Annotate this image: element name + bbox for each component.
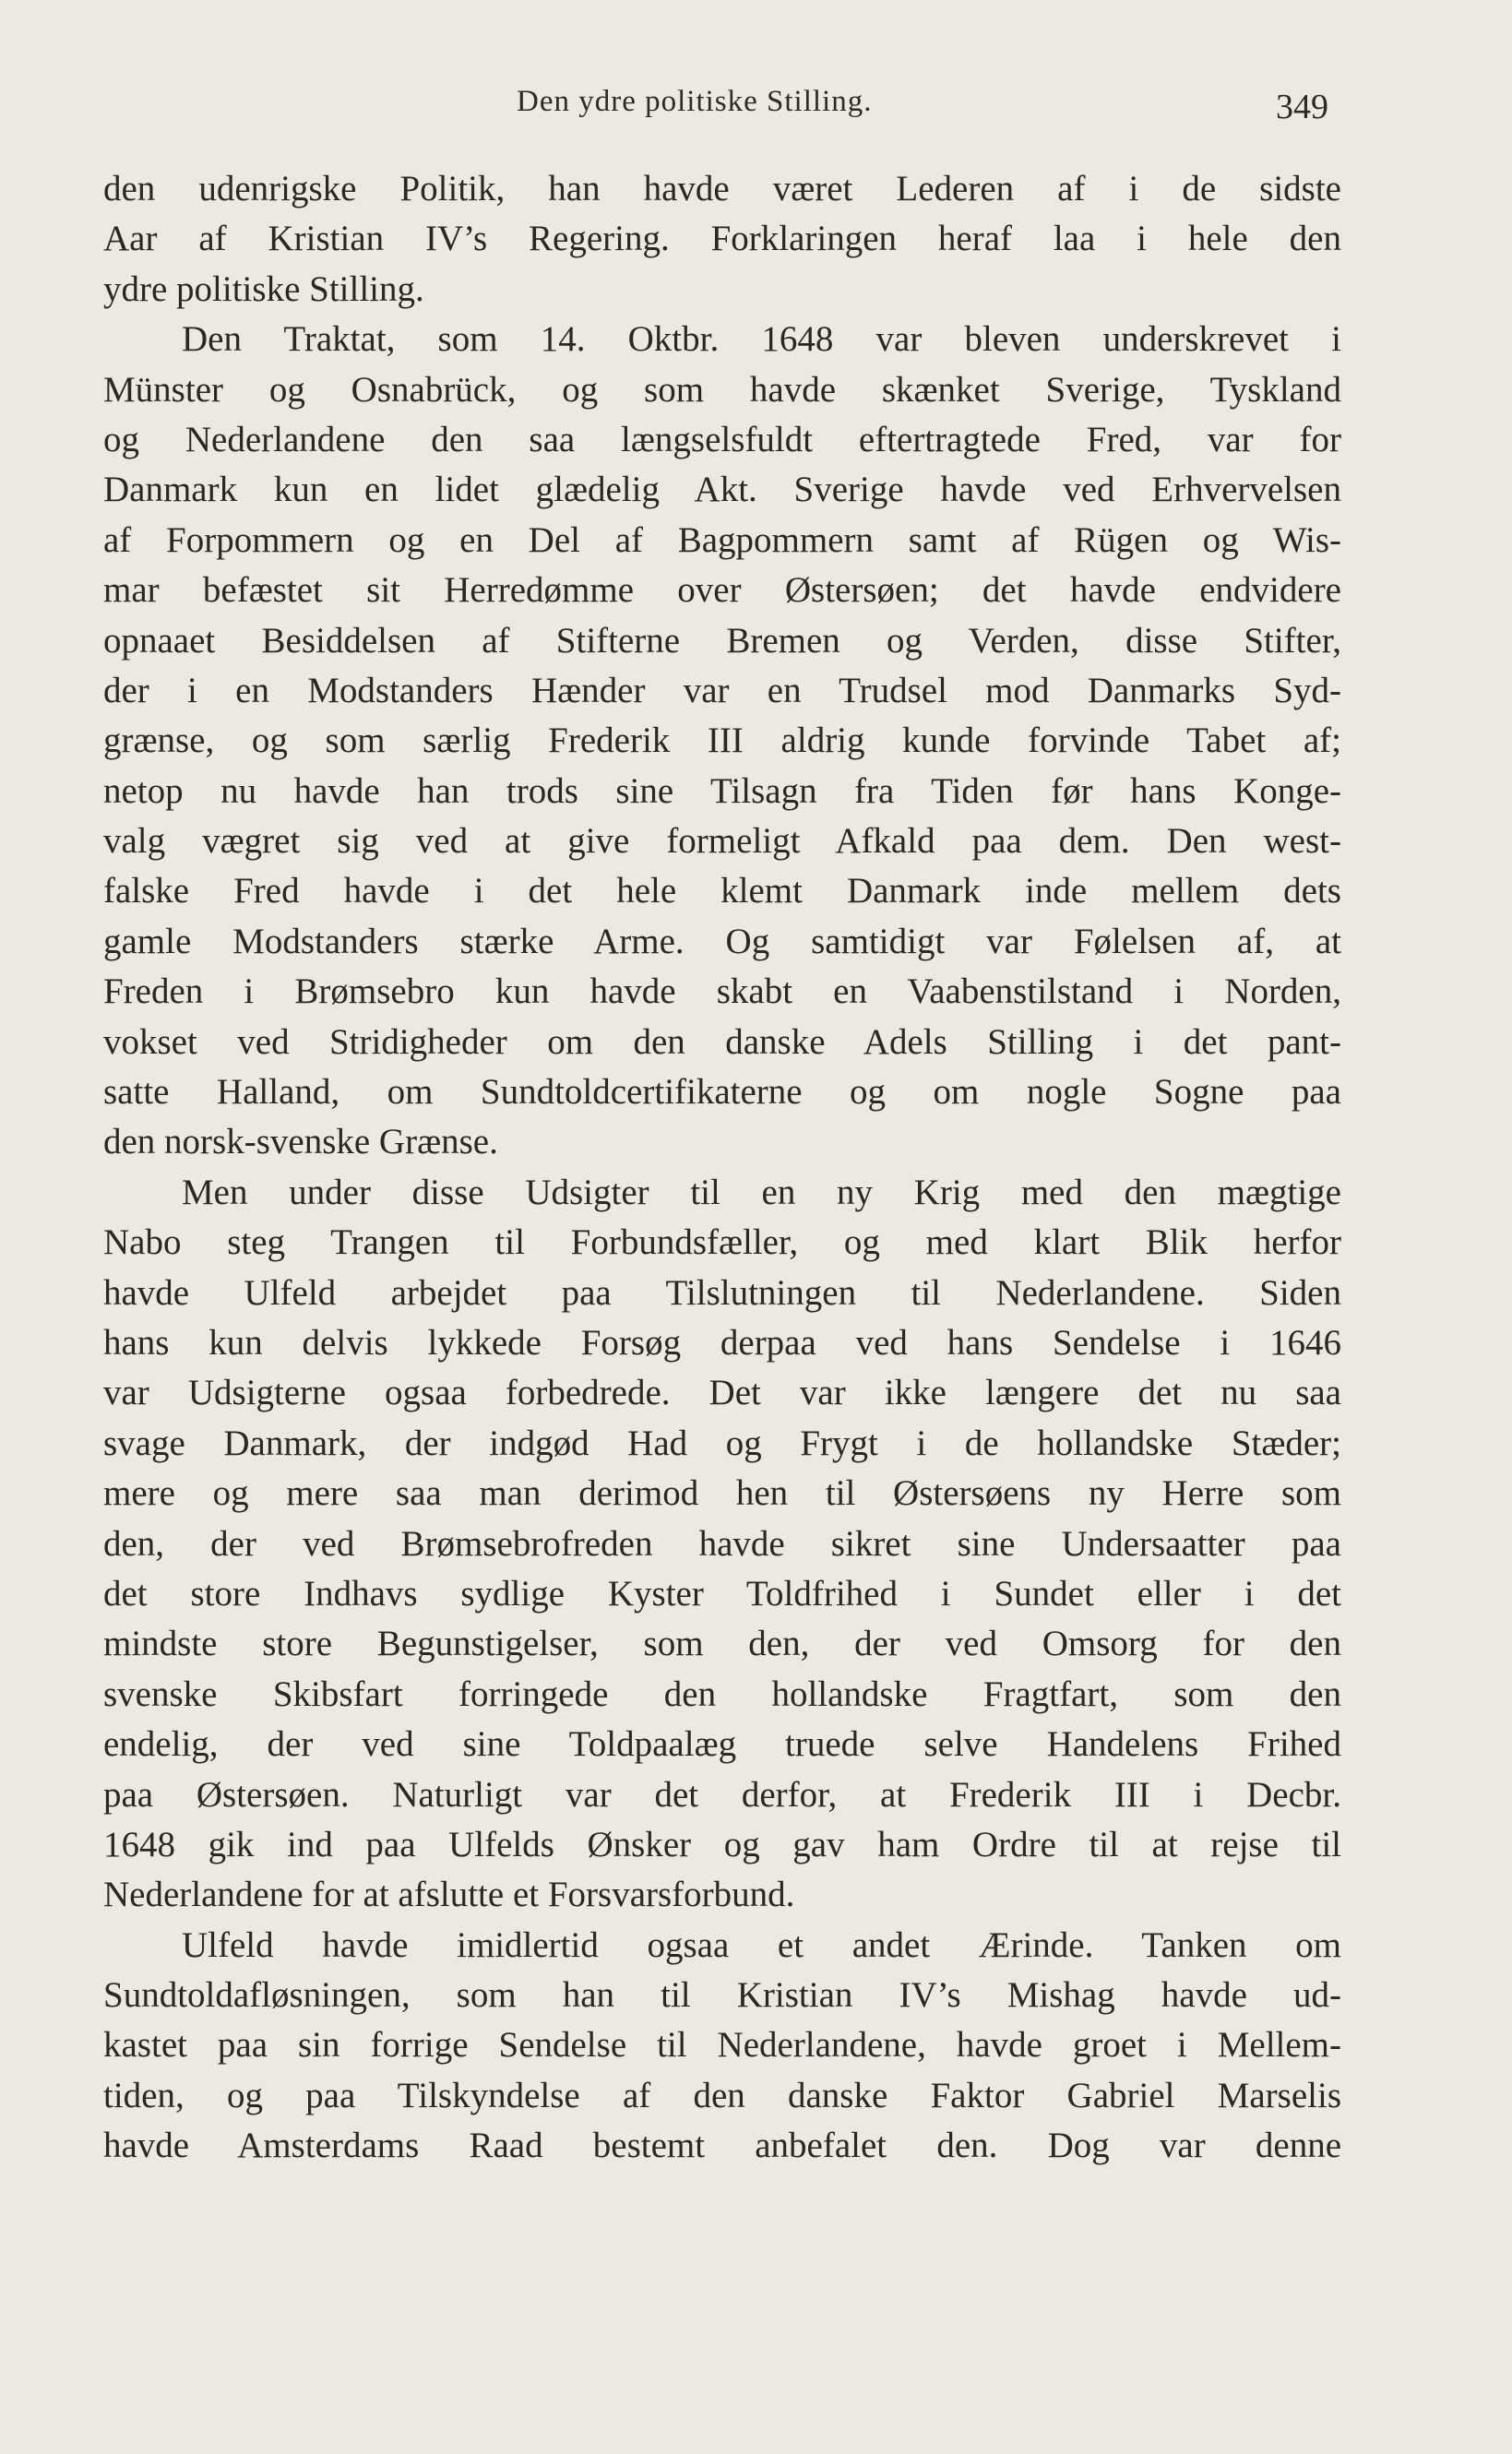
text-line: Münster og Osnabrück, og som havde skænket Sverige, Tyskland: [103, 369, 1341, 410]
text-line: havde Amsterdams Raad bestemt anbefalet den. Dog var denne: [103, 2126, 1341, 2166]
text-line: svenske Skibsfart forringede den hollandske Fragtfart, som den: [103, 1674, 1341, 1714]
body-text: [103, 164, 1341, 2172]
text-line: Nabo steg Trangen til Forbundsfæller, og med klart Blik herfor: [103, 1222, 1341, 1263]
text-line: den udenrigske Politik, han havde været Lederen af i de sidste: [103, 169, 1341, 208]
text-line: Aar af Kristian IV’s Regering. Forklaringen heraf laa i hele den: [103, 219, 1341, 259]
text-line: opnaaet Besiddelsen af Stifterne Bremen og Verden, disse Stifter,: [103, 620, 1341, 661]
text-line: endelig, der ved sine Toldpaalæg truede selve Handelens Frihed: [103, 1724, 1341, 1765]
text-line: falske Fred havde i det hele klemt Danmark inde mellem dets: [103, 871, 1341, 911]
text-line: Sundtoldafløsningen, som han til Kristian IV’s Mishag havde ud-: [103, 1975, 1341, 2016]
text-line: vokset ved Stridigheder om den danske Adels Stilling i det pant-: [103, 1021, 1341, 1062]
text-line: 1648 gik ind paa Ulfelds Ønsker og gav ham Ordre til at rejse til: [103, 1824, 1341, 1864]
text-line: det store Indhavs sydlige Kyster Toldfrihed i Sundet eller i det: [103, 1573, 1341, 1614]
text-line: kastet paa sin forrige Sendelse til Nederlandene, havde groet i Mellem-: [103, 2025, 1341, 2066]
text-line: grænse, og som særlig Frederik III aldrig kunde forvinde Tabet af;: [103, 721, 1341, 761]
text-line: var Udsigterne ogsaa forbedrede. Det var ikke længere det nu saa: [103, 1373, 1341, 1413]
text-line: netop nu havde han trods sine Tilsagn fra Tiden før hans Konge-: [103, 770, 1341, 811]
text-line: og Nederlandene den saa længselsfuldt eftertragtede Fred, var for: [103, 419, 1341, 459]
text-line: Men under disse Udsigter til en ny Krig med den mægtige: [182, 1172, 1341, 1212]
page-number: 349: [1276, 88, 1328, 126]
text-line: den norsk-svenske Grænse.: [103, 1122, 498, 1162]
text-line: mar befæstet sit Herredømme over Østersøen; det havde endvidere: [103, 570, 1341, 611]
running-head: [0, 85, 1512, 140]
text-line: den, der ved Brømsebrofreden havde sikret sine Undersaatter paa: [103, 1523, 1341, 1564]
text-line: der i en Modstanders Hænder var en Trudsel mod Danmarks Syd-: [103, 670, 1341, 710]
text-line: svage Danmark, der indgød Had og Frygt i de hollandske Stæder;: [103, 1423, 1341, 1463]
text-line: mere og mere saa man derimod hen til Østersøens ny Herre som: [103, 1473, 1341, 1514]
text-line: af Forpommern og en Del af Bagpommern samt af Rügen og Wis-: [103, 519, 1341, 560]
running-head-title: Den ydre politiske Stilling.: [517, 85, 873, 118]
text-line: Ulfeld havde imidlertid ogsaa et andet Ærinde. Tanken om: [182, 1924, 1341, 1965]
text-line: Danmark kun en lidet glædelig Akt. Sverige havde ved Erhvervelsen: [103, 470, 1341, 510]
text-line: Den Traktat, som 14. Oktbr. 1648 var bleven underskrevet i: [182, 319, 1341, 360]
text-line: havde Ulfeld arbejdet paa Tilslutningen til Nederlandene. Siden: [103, 1272, 1341, 1313]
text-line: satte Halland, om Sundtoldcertifikaterne og om nogle Sogne paa: [103, 1072, 1341, 1113]
text-line: hans kun delvis lykkede Forsøg derpaa ved hans Sendelse i 1646: [103, 1322, 1341, 1363]
text-line: valg vægret sig ved at give formeligt Afkald paa dem. Den west-: [103, 821, 1341, 862]
text-line: mindste store Begunstigelser, som den, der ved Omsorg for den: [103, 1624, 1341, 1664]
text-line: ydre politiske Stilling.: [103, 268, 424, 309]
text-line: tiden, og paa Tilskyndelse af den danske Faktor Gabriel Marselis: [103, 2075, 1341, 2115]
text-line: paa Østersøen. Naturligt var det derfor, at Frederik III i Decbr.: [103, 1774, 1341, 1815]
text-line: Freden i Brømsebro kun havde skabt en Vaabenstilstand i Norden,: [103, 971, 1341, 1012]
text-line: Nederlandene for at afslutte et Forsvarsforbund.: [103, 1875, 795, 1915]
text-line: gamle Modstanders stærke Arme. Og samtidigt var Følelsen af, at: [103, 921, 1341, 961]
